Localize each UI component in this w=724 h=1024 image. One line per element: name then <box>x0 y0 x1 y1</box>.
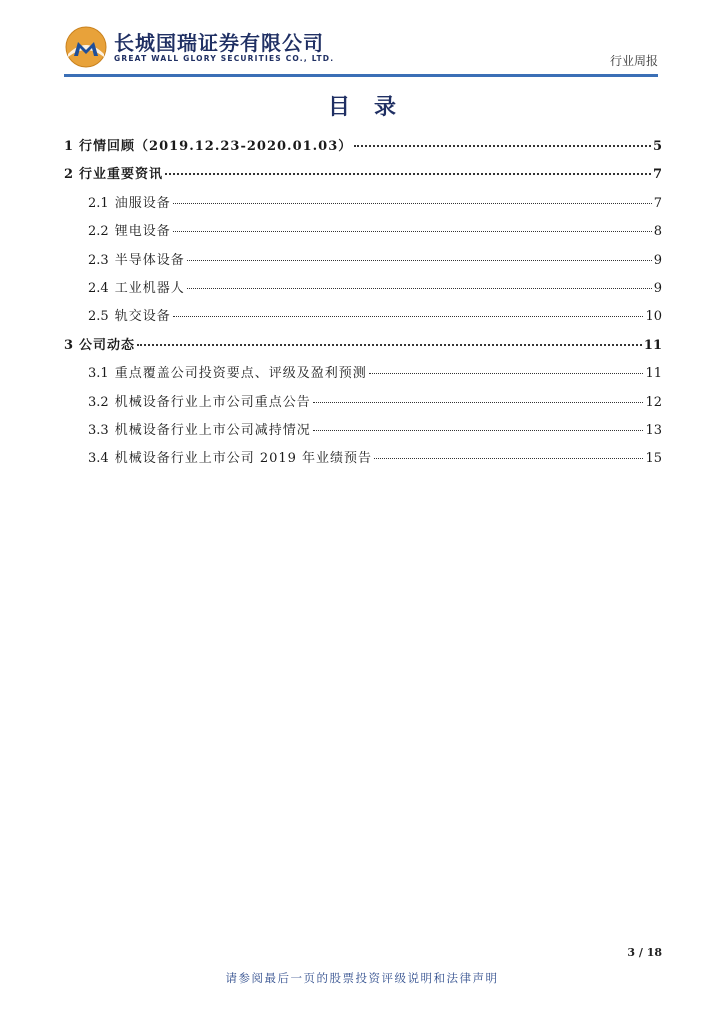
toc-dot-leader <box>137 344 642 346</box>
toc-entry-number: 1 <box>64 139 74 154</box>
toc-entry[interactable] <box>64 252 662 280</box>
toc-entry[interactable] <box>64 166 662 194</box>
toc-entry-page: 10 <box>645 309 662 325</box>
toc-entry-number: 3.4 <box>88 451 109 467</box>
toc-entry-page: 11 <box>645 366 662 382</box>
toc-dot-leader <box>313 430 644 431</box>
toc-entry-number: 2.3 <box>88 252 109 268</box>
toc-entry[interactable] <box>64 394 662 422</box>
toc-entry-page: 15 <box>645 451 662 467</box>
toc-entry-page: 7 <box>653 195 662 211</box>
toc-entry-number: 3 <box>64 337 74 353</box>
page-number: 3 / 18 <box>627 946 662 959</box>
footer-disclaimer: 请参阅最后一页的股票投资评级说明和法律声明 <box>225 971 499 985</box>
toc-dot-leader <box>313 402 644 403</box>
toc-dot-leader <box>187 260 652 261</box>
toc-dot-leader <box>187 288 652 289</box>
toc-entry-page: 5 <box>652 139 662 154</box>
toc-entry-label: 机械设备行业上市公司减持情况 <box>114 422 311 438</box>
toc-entry-label: 油服设备 <box>114 195 171 211</box>
toc-entry-page: 7 <box>652 167 662 183</box>
toc-entry[interactable] <box>64 308 662 336</box>
toc-entry-number: 2.4 <box>88 280 109 296</box>
toc-entry[interactable] <box>64 195 662 223</box>
toc-entry-label: 行业重要资讯 <box>79 167 164 183</box>
toc-entry-label: 机械设备行业上市公司 2019 年业绩预告 <box>114 451 373 467</box>
toc-entry-page: 12 <box>645 394 662 410</box>
toc-entry-label: 锂电设备 <box>114 224 171 240</box>
page-header <box>0 0 724 80</box>
toc-entry[interactable] <box>64 337 662 365</box>
toc-entry-label: 工业机器人 <box>114 280 185 296</box>
toc-entry-number: 2.2 <box>88 224 109 240</box>
company-name-cn: 长城国瑞证券有限公司 <box>114 31 324 55</box>
toc-entry-number: 3.2 <box>88 394 109 410</box>
toc-entry-number: 3.3 <box>88 422 109 438</box>
header-divider <box>64 74 658 77</box>
toc-entry-label: 轨交设备 <box>114 309 171 325</box>
toc-entry-label: 机械设备行业上市公司重点公告 <box>114 394 311 410</box>
toc-dot-leader <box>173 231 652 232</box>
toc-entry-page: 9 <box>653 252 662 268</box>
toc-dot-leader <box>173 316 644 317</box>
report-type-label: 行业周报 <box>609 54 658 68</box>
toc-entry-label: 行情回顾（2019.12.23-2020.01.03） <box>79 139 353 154</box>
toc-entry-label: 重点覆盖公司投资要点、评级及盈利预测 <box>114 366 367 382</box>
toc-entry[interactable] <box>64 450 662 478</box>
toc-entry[interactable] <box>64 365 662 393</box>
toc-dot-leader <box>369 373 644 374</box>
toc-entry[interactable] <box>64 138 662 166</box>
company-logo-icon <box>64 26 108 68</box>
toc-entry-number: 3.1 <box>88 366 109 382</box>
toc-entry[interactable] <box>64 280 662 308</box>
toc-entry-number: 2.1 <box>88 195 109 211</box>
toc-dot-leader <box>165 173 651 175</box>
toc-entry[interactable] <box>64 422 662 450</box>
toc-entry-label: 公司动态 <box>79 337 136 353</box>
table-of-contents <box>64 138 662 479</box>
toc-entry-number: 2 <box>64 167 74 183</box>
toc-entry-page: 13 <box>645 422 662 438</box>
toc-entry-page: 9 <box>653 280 662 296</box>
toc-entry[interactable] <box>64 223 662 251</box>
toc-dot-leader <box>354 145 651 147</box>
toc-dot-leader <box>173 203 652 204</box>
toc-entry-number: 2.5 <box>88 309 109 325</box>
toc-dot-leader <box>374 458 643 459</box>
toc-entry-page: 8 <box>653 224 662 240</box>
toc-entry-label: 半导体设备 <box>114 252 185 268</box>
company-name-en: GREAT WALL GLORY SECURITIES CO., LTD. <box>114 54 335 63</box>
toc-title: 目录 <box>327 95 420 120</box>
toc-entry-page: 11 <box>643 337 662 353</box>
